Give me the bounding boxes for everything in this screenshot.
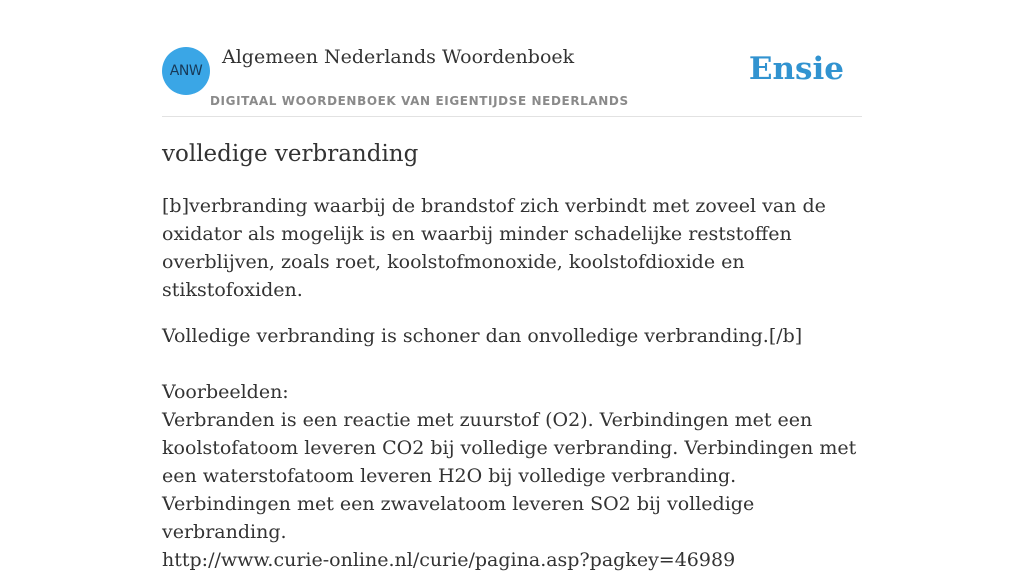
site-title[interactable]: Algemeen Nederlands Woordenboek — [222, 46, 575, 68]
site-subtitle: DIGITAAL WOORDENBOEK VAN EIGENTIJDSE NEDERLANDS — [210, 94, 629, 108]
entry-example: Volledige verbranding is schoner dan onvolledige verbranding.[/b] Voorbeelden: Verbranden is een reactie met zuurstof (O2). Verbindingen met een koolstofatoom leveren CO2 bij volledige verbranding. Verbindingen met een waterstofatoom leveren H2O bij volledige verbranding. Verbindingen met een zwavelatoom leveren SO2 bij volledige verbranding. http://www.curie-online.nl/curie/pagina.asp?pagkey=46989 — [162, 325, 857, 571]
entry-content — [162, 138, 862, 574]
anw-logo[interactable]: ANW — [162, 47, 210, 95]
ensie-brand-logo[interactable]: Ensie — [748, 51, 844, 87]
site-header — [162, 46, 862, 117]
entry-definition: [b]verbranding waarbij de brandstof zich verbindt met zoveel van de oxidator als mogelijk is en waarbij minder schadelijke reststoffen overblijven, zoals roet, koolstofmonoxide, koolstofdioxide en stikstofoxiden. — [162, 195, 826, 301]
entry-title: volledige verbranding — [162, 141, 419, 167]
